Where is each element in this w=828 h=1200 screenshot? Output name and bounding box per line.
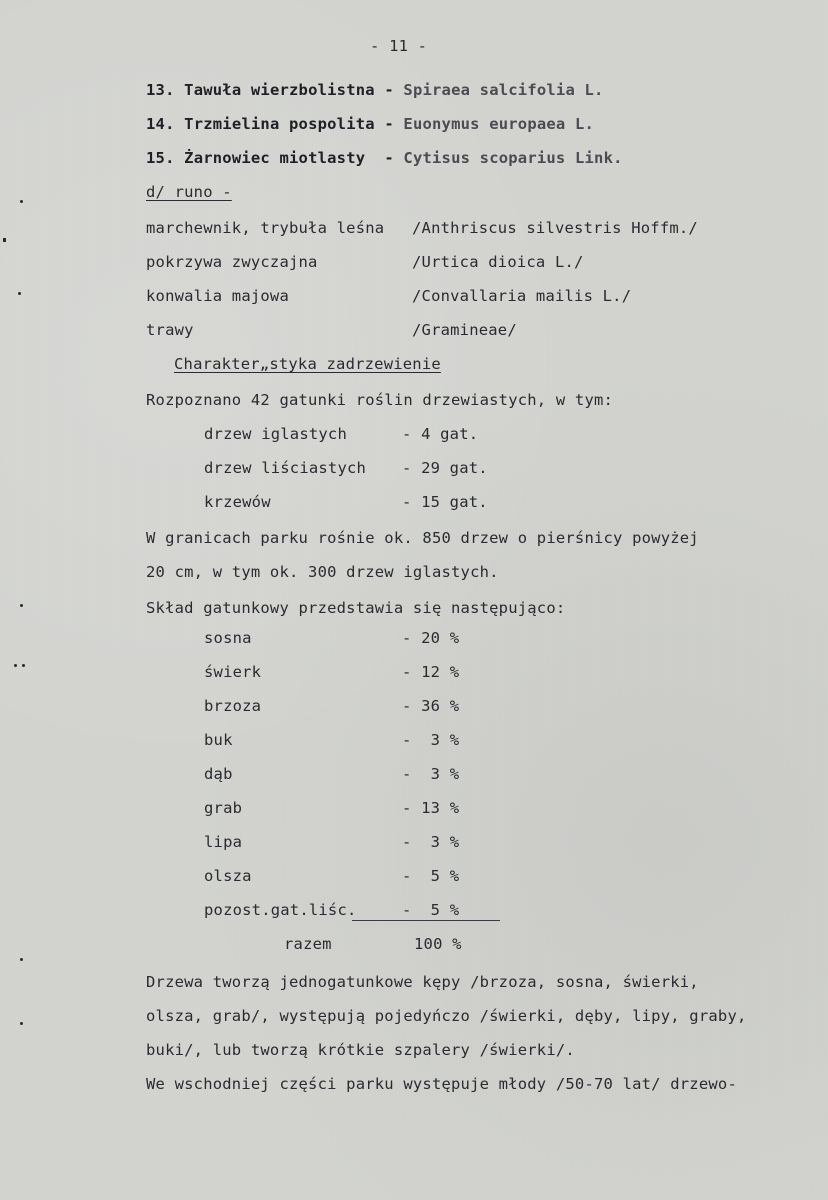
composition-intro: Skład gatunkowy przedstawia się następująco: (146, 599, 566, 617)
species-share: - 13 % (402, 799, 460, 817)
species-name: lipa (204, 833, 243, 851)
list-item-15: 15. Żarnowiec miotlasty - Cytisus scoparius Link. (146, 149, 623, 167)
group-label: drzew liściastych (204, 459, 367, 477)
scan-mark (20, 200, 23, 203)
plant-common: konwalia majowa (146, 287, 289, 305)
paragraph-line: olsza, grab/, występują pojedyńczo /świerki, dęby, lipy, graby, (146, 1007, 747, 1025)
species-share: - 5 % (402, 901, 460, 919)
group-value: - 29 gat. (402, 459, 488, 477)
scan-mark (3, 238, 6, 242)
characteristics-heading: Charakter„styka zadrzewienie (174, 355, 441, 373)
species-share: - 12 % (402, 663, 460, 681)
scan-mark (14, 664, 17, 667)
total-label: razem (284, 935, 332, 953)
scan-mark (20, 1022, 23, 1025)
page-number: - 11 - (370, 37, 428, 55)
species-name: pozost.gat.liśc. (204, 901, 357, 919)
scan-mark (20, 604, 23, 607)
group-value: - 15 gat. (402, 493, 488, 511)
scan-mark (22, 664, 25, 667)
species-name: sosna (204, 629, 252, 647)
species-name: grab (204, 799, 243, 817)
species-share: - 5 % (402, 867, 460, 885)
group-value: - 4 gat. (402, 425, 479, 443)
species-name: buk (204, 731, 233, 749)
species-share: - 36 % (402, 697, 460, 715)
list-item-14: 14. Trzmielina pospolita - Euonymus europaea L. (146, 115, 595, 133)
plant-common: pokrzywa zwyczajna (146, 253, 318, 271)
group-label: krzewów (204, 493, 271, 511)
paragraph-line: We wschodniej części parku występuje młody /50-70 lat/ drzewo- (146, 1075, 737, 1093)
group-label: drzew iglastych (204, 425, 347, 443)
list-item-13: 13. Tawuła wierzbolistna - Spiraea salcifolia L. (146, 81, 604, 99)
plant-latin: /Convallaria mailis L./ (412, 287, 632, 305)
species-share: - 3 % (402, 833, 460, 851)
trees-count-line: 20 cm, w tym ok. 300 drzew iglastych. (146, 563, 499, 581)
species-name: dąb (204, 765, 233, 783)
paragraph-line: buki/, lub tworzą krótkie szpalery /świerki/. (146, 1041, 575, 1059)
species-name: brzoza (204, 697, 262, 715)
species-share: - 20 % (402, 629, 460, 647)
scan-mark (20, 958, 23, 961)
species-share: - 3 % (402, 731, 460, 749)
total-value: 100 % (414, 935, 462, 953)
species-share: - 3 % (402, 765, 460, 783)
species-name: świerk (204, 663, 262, 681)
species-name: olsza (204, 867, 252, 885)
plant-latin: /Gramineae/ (412, 321, 517, 339)
sum-rule (352, 920, 500, 921)
paragraph-line: Drzewa tworzą jednogatunkowe kępy /brzoza, sosna, świerki, (146, 973, 699, 991)
scan-mark (18, 292, 21, 295)
plant-common: trawy (146, 321, 194, 339)
section-d-heading: d/ runo - (146, 183, 232, 201)
trees-count-line: W granicach parku rośnie ok. 850 drzew o pierśnicy powyżej (146, 529, 699, 547)
plant-common: marchewnik, trybuła leśna (146, 219, 385, 237)
plant-latin: /Urtica dioica L./ (412, 253, 584, 271)
species-intro: Rozpoznano 42 gatunki roślin drzewiastych, w tym: (146, 391, 614, 409)
plant-latin: /Anthriscus silvestris Hoffm./ (412, 219, 698, 237)
